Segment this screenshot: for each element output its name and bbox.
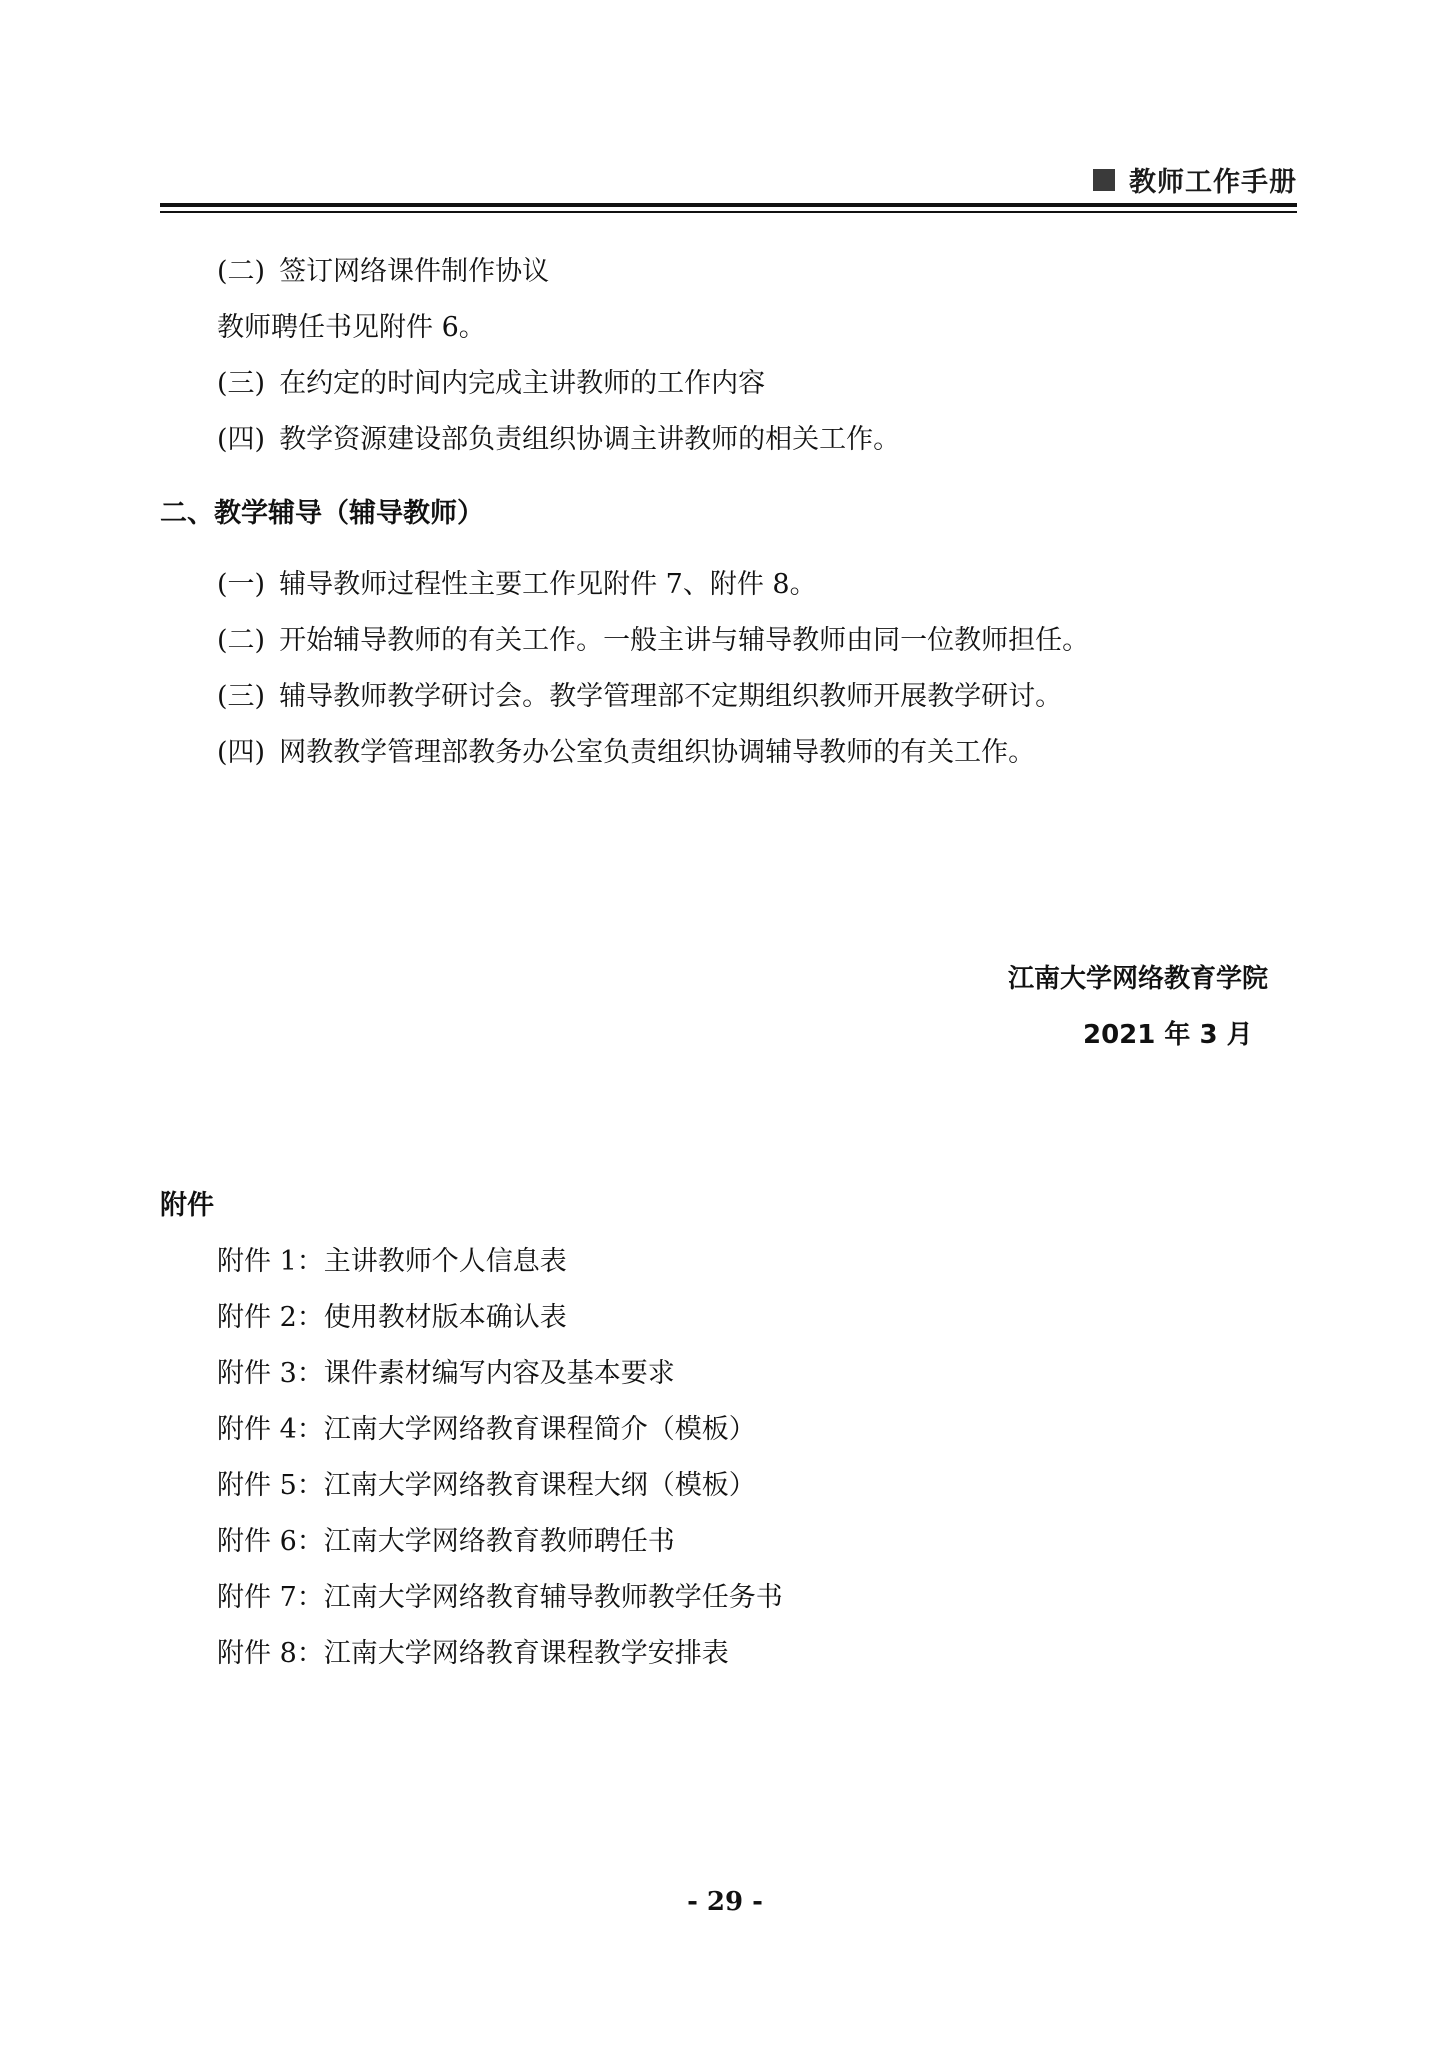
section1-item-4 <box>217 426 900 453</box>
section2-item-4 <box>217 739 1035 766</box>
attachment-item-4 <box>217 1416 756 1443</box>
square-bullet-icon <box>1093 169 1115 191</box>
attachment-item-5 <box>217 1472 756 1499</box>
header-rule-thin <box>160 211 1297 213</box>
section1-item-2 <box>217 258 549 285</box>
attachment-title: 江南大学网络教育教师聘任书 <box>323 1526 675 1557</box>
page-number: - 29 - <box>687 1887 763 1917</box>
item-text: 教学资源建设部负责组织协调主讲教师的相关工作。 <box>279 424 901 455</box>
attachment-label: 附件 5： <box>217 1470 324 1501</box>
attachment-item-8 <box>217 1640 729 1667</box>
section2-heading: 二、教学辅导（辅导教师） <box>160 498 484 529</box>
attachment-item-7 <box>217 1584 783 1611</box>
attachment-title: 江南大学网络教育辅导教师教学任务书 <box>323 1582 783 1613</box>
attachment-title: 主讲教师个人信息表 <box>323 1246 567 1277</box>
attachment-title: 江南大学网络教育课程教学安排表 <box>323 1638 729 1669</box>
attachment-title: 课件素材编写内容及基本要求 <box>323 1358 675 1389</box>
attachment-title: 江南大学网络教育课程简介（模板） <box>323 1414 756 1445</box>
signature-org: 江南大学网络教育学院 <box>1008 964 1269 994</box>
item-text: 签订网络课件制作协议 <box>279 256 550 287</box>
attachment-label: 附件 8： <box>217 1638 324 1669</box>
header-title-group <box>1093 160 1297 199</box>
attachment-label: 附件 2： <box>217 1302 324 1333</box>
item-text: 教师聘任书见附件 6。 <box>217 312 486 343</box>
section2-item-1 <box>217 571 817 598</box>
header-title: 教师工作手册 <box>1129 167 1297 198</box>
attachment-title: 使用教材版本确认表 <box>323 1302 567 1333</box>
attachment-label: 附件 4： <box>217 1414 324 1445</box>
attachment-label: 附件 7： <box>217 1582 324 1613</box>
attachment-title: 江南大学网络教育课程大纲（模板） <box>323 1470 756 1501</box>
section1-item-3 <box>217 370 765 397</box>
attachment-label: 附件 6： <box>217 1526 324 1557</box>
item-number: (四) <box>217 424 266 455</box>
item-text: 开始辅导教师的有关工作。一般主讲与辅导教师由同一位教师担任。 <box>279 625 1090 656</box>
item-number: (二) <box>217 625 266 656</box>
signature-date: 2021 年 3 月 <box>1083 1020 1253 1050</box>
item-number: (三) <box>217 681 266 712</box>
attachment-label: 附件 1： <box>217 1246 324 1277</box>
item-text: 辅导教师教学研讨会。教学管理部不定期组织教师开展教学研讨。 <box>279 681 1063 712</box>
attachment-item-1 <box>217 1248 567 1275</box>
item-text: 辅导教师过程性主要工作见附件 7、附件 8。 <box>279 569 817 600</box>
item-number: (二) <box>217 256 266 287</box>
attachment-label: 附件 3： <box>217 1358 324 1389</box>
item-number: (三) <box>217 368 266 399</box>
section2-item-2 <box>217 627 1089 654</box>
item-text: 网教教学管理部教务办公室负责组织协调辅导教师的有关工作。 <box>279 737 1036 768</box>
header-rule-thick <box>160 203 1297 207</box>
page-header <box>160 158 1297 214</box>
attachments-heading: 附件 <box>160 1190 214 1221</box>
section1-note <box>217 314 486 341</box>
item-text: 在约定的时间内完成主讲教师的工作内容 <box>279 368 766 399</box>
attachment-item-3 <box>217 1360 675 1387</box>
section2-item-3 <box>217 683 1062 710</box>
item-number: (四) <box>217 737 266 768</box>
attachment-item-2 <box>217 1304 567 1331</box>
item-number: (一) <box>217 569 266 600</box>
attachment-item-6 <box>217 1528 675 1555</box>
